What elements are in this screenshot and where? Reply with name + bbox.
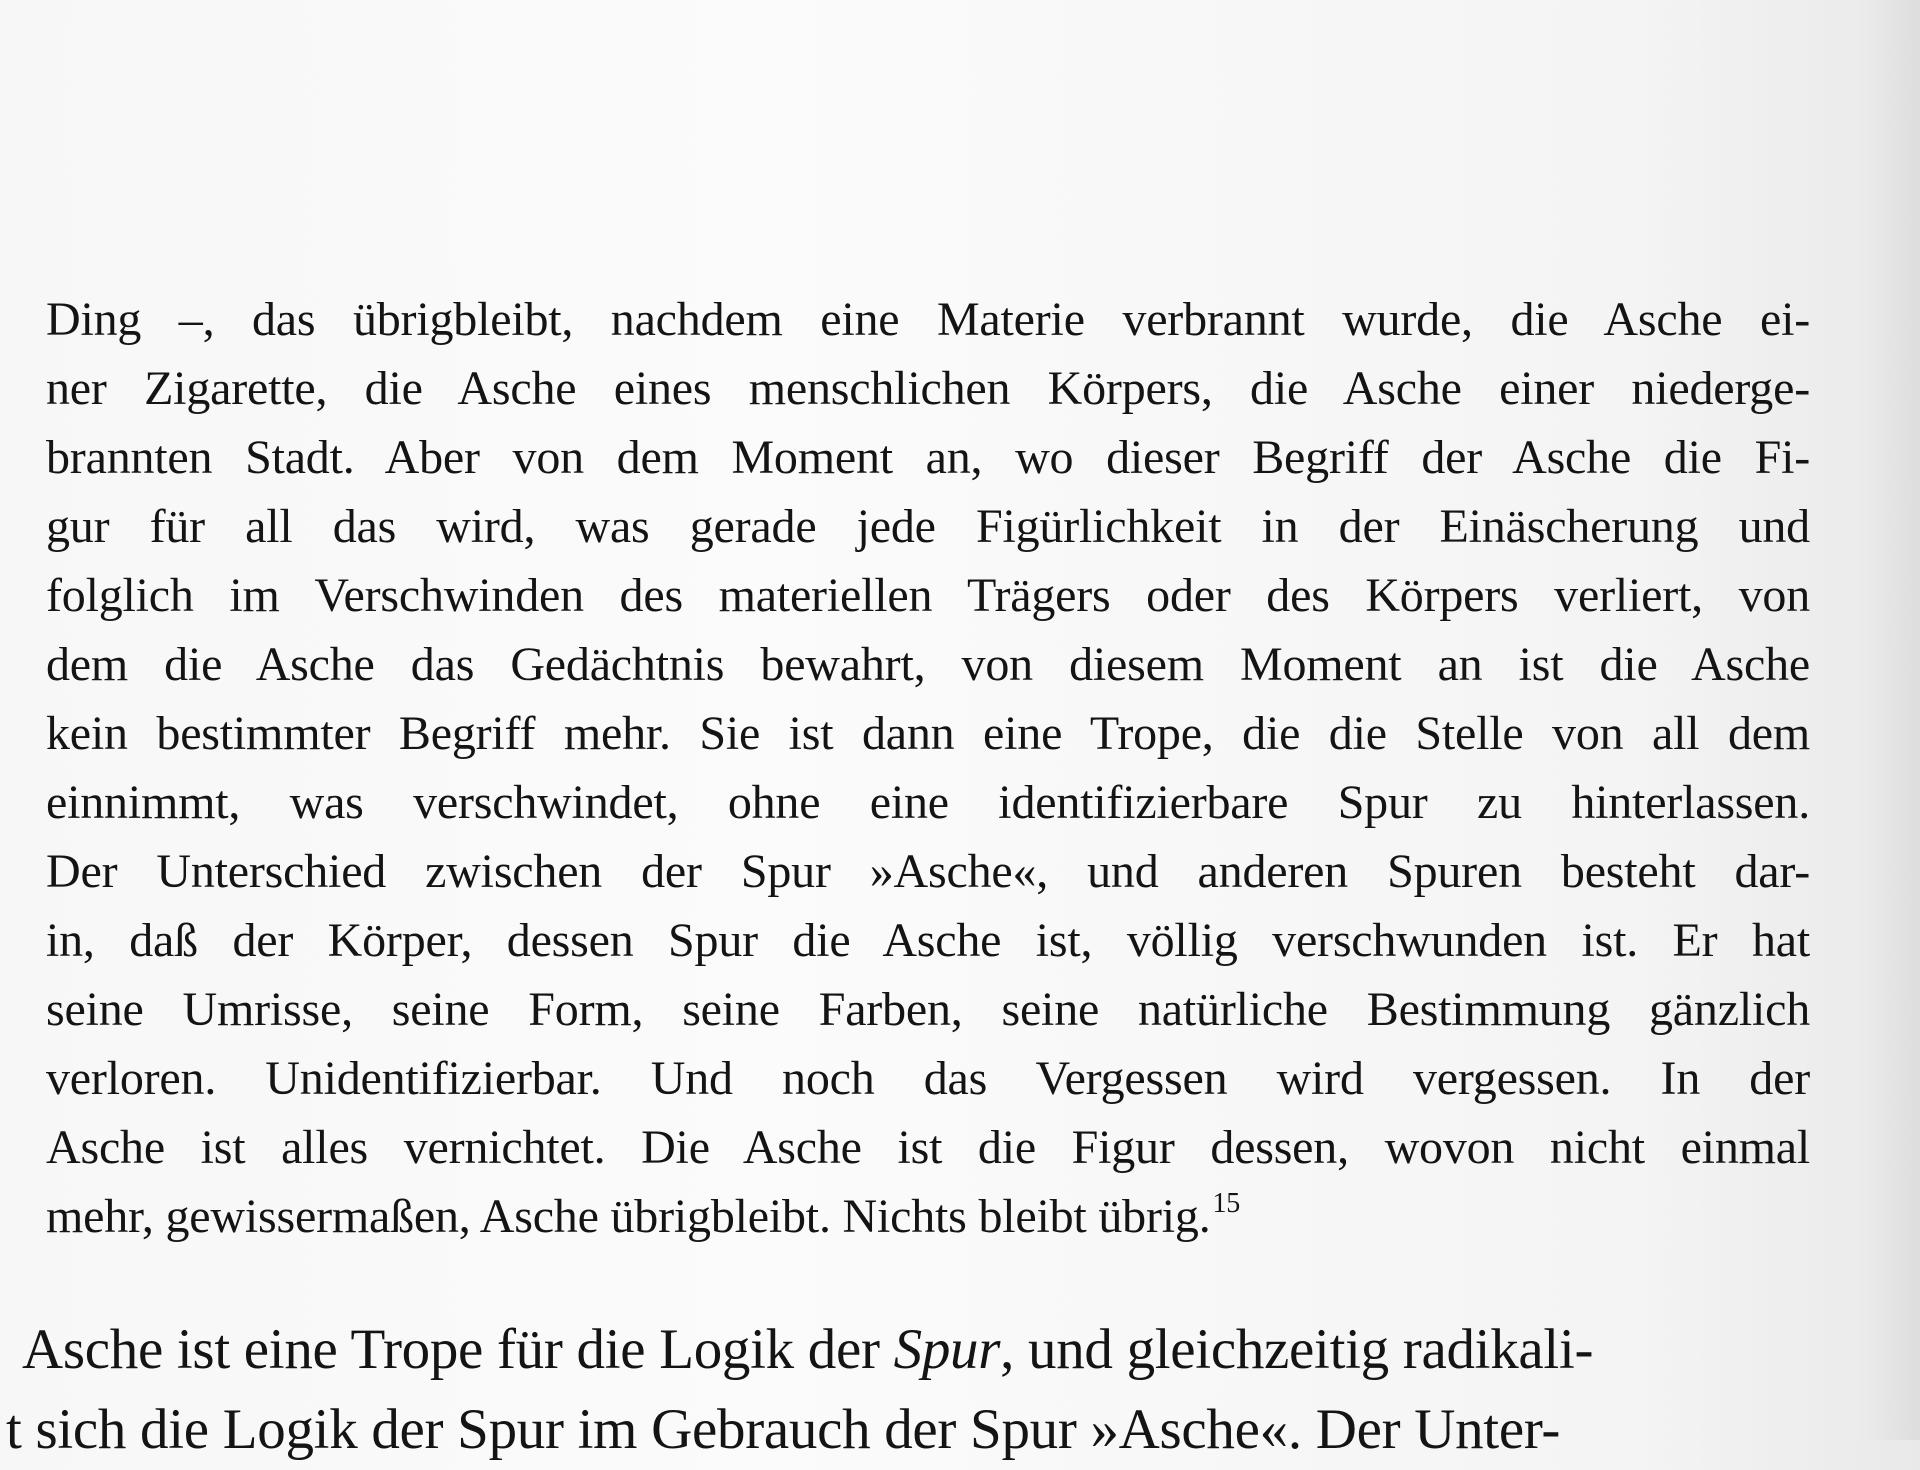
- body-line: t sich die Logik der Spur im Gebrauch der Spur »Asche«. Der Unter-: [6, 1398, 1561, 1461]
- quote-line: gur für all das wird, was gerade jede Figürlichkeit in der Einäscherung und: [46, 500, 1810, 553]
- quote-line: folglich im Verschwinden des materiellen Trägers oder des Körpers verliert, von: [46, 569, 1810, 622]
- body-text: Asche ist eine Trope für die Logik der: [22, 1318, 894, 1381]
- quote-line: einnimmt, was verschwindet, ohne eine identifizierbare Spur zu hinterlassen.: [46, 776, 1810, 829]
- quote-line: Ding –, das übrigbleibt, nachdem eine Materie verbrannt wurde, die Asche ei-: [46, 293, 1810, 346]
- body-text: , und gleichzeitig radikali-: [1000, 1318, 1594, 1381]
- emphasis-spur: Spur: [893, 1318, 1001, 1381]
- body-line: [16, 1310, 1802, 1390]
- quote-line: seine Umrisse, seine Form, seine Farben, seine natürliche Bestimmung gänzlich: [46, 983, 1810, 1036]
- quote-line: Asche ist alles vernichtet. Die Asche ist die Figur dessen, wovon nicht einmal: [46, 1121, 1810, 1174]
- block-quote: [46, 285, 1810, 1251]
- quote-line: ner Zigarette, die Asche eines menschlichen Körpers, die Asche einer niederge-: [46, 362, 1810, 415]
- quote-line: Der Unterschied zwischen der Spur »Asche«, und anderen Spuren besteht dar-: [46, 845, 1810, 898]
- footnote-reference[interactable]: 15: [1212, 1188, 1241, 1219]
- quote-line-text: mehr, gewissermaßen, Asche übrigbleibt. Nichts bleibt übrig.: [46, 1190, 1211, 1243]
- quote-line: verloren. Unidentifizierbar. Und noch das Vergessen wird vergessen. In der: [46, 1052, 1810, 1105]
- quote-line: kein bestimmter Begriff mehr. Sie ist dann eine Trope, die die Stelle von all dem: [46, 707, 1810, 760]
- page-edge-shadow: [1860, 0, 1920, 1440]
- quote-line: in, daß der Körper, dessen Spur die Asche ist, völlig verschwunden ist. Er hat: [46, 914, 1810, 967]
- quote-line: dem die Asche das Gedächtnis bewahrt, von diesem Moment an ist die Asche: [46, 638, 1810, 691]
- quote-last-line: [46, 1182, 1810, 1251]
- body-paragraph: [6, 1310, 1796, 1470]
- quote-line: brannten Stadt. Aber von dem Moment an, wo dieser Begriff der Asche die Fi-: [46, 431, 1810, 484]
